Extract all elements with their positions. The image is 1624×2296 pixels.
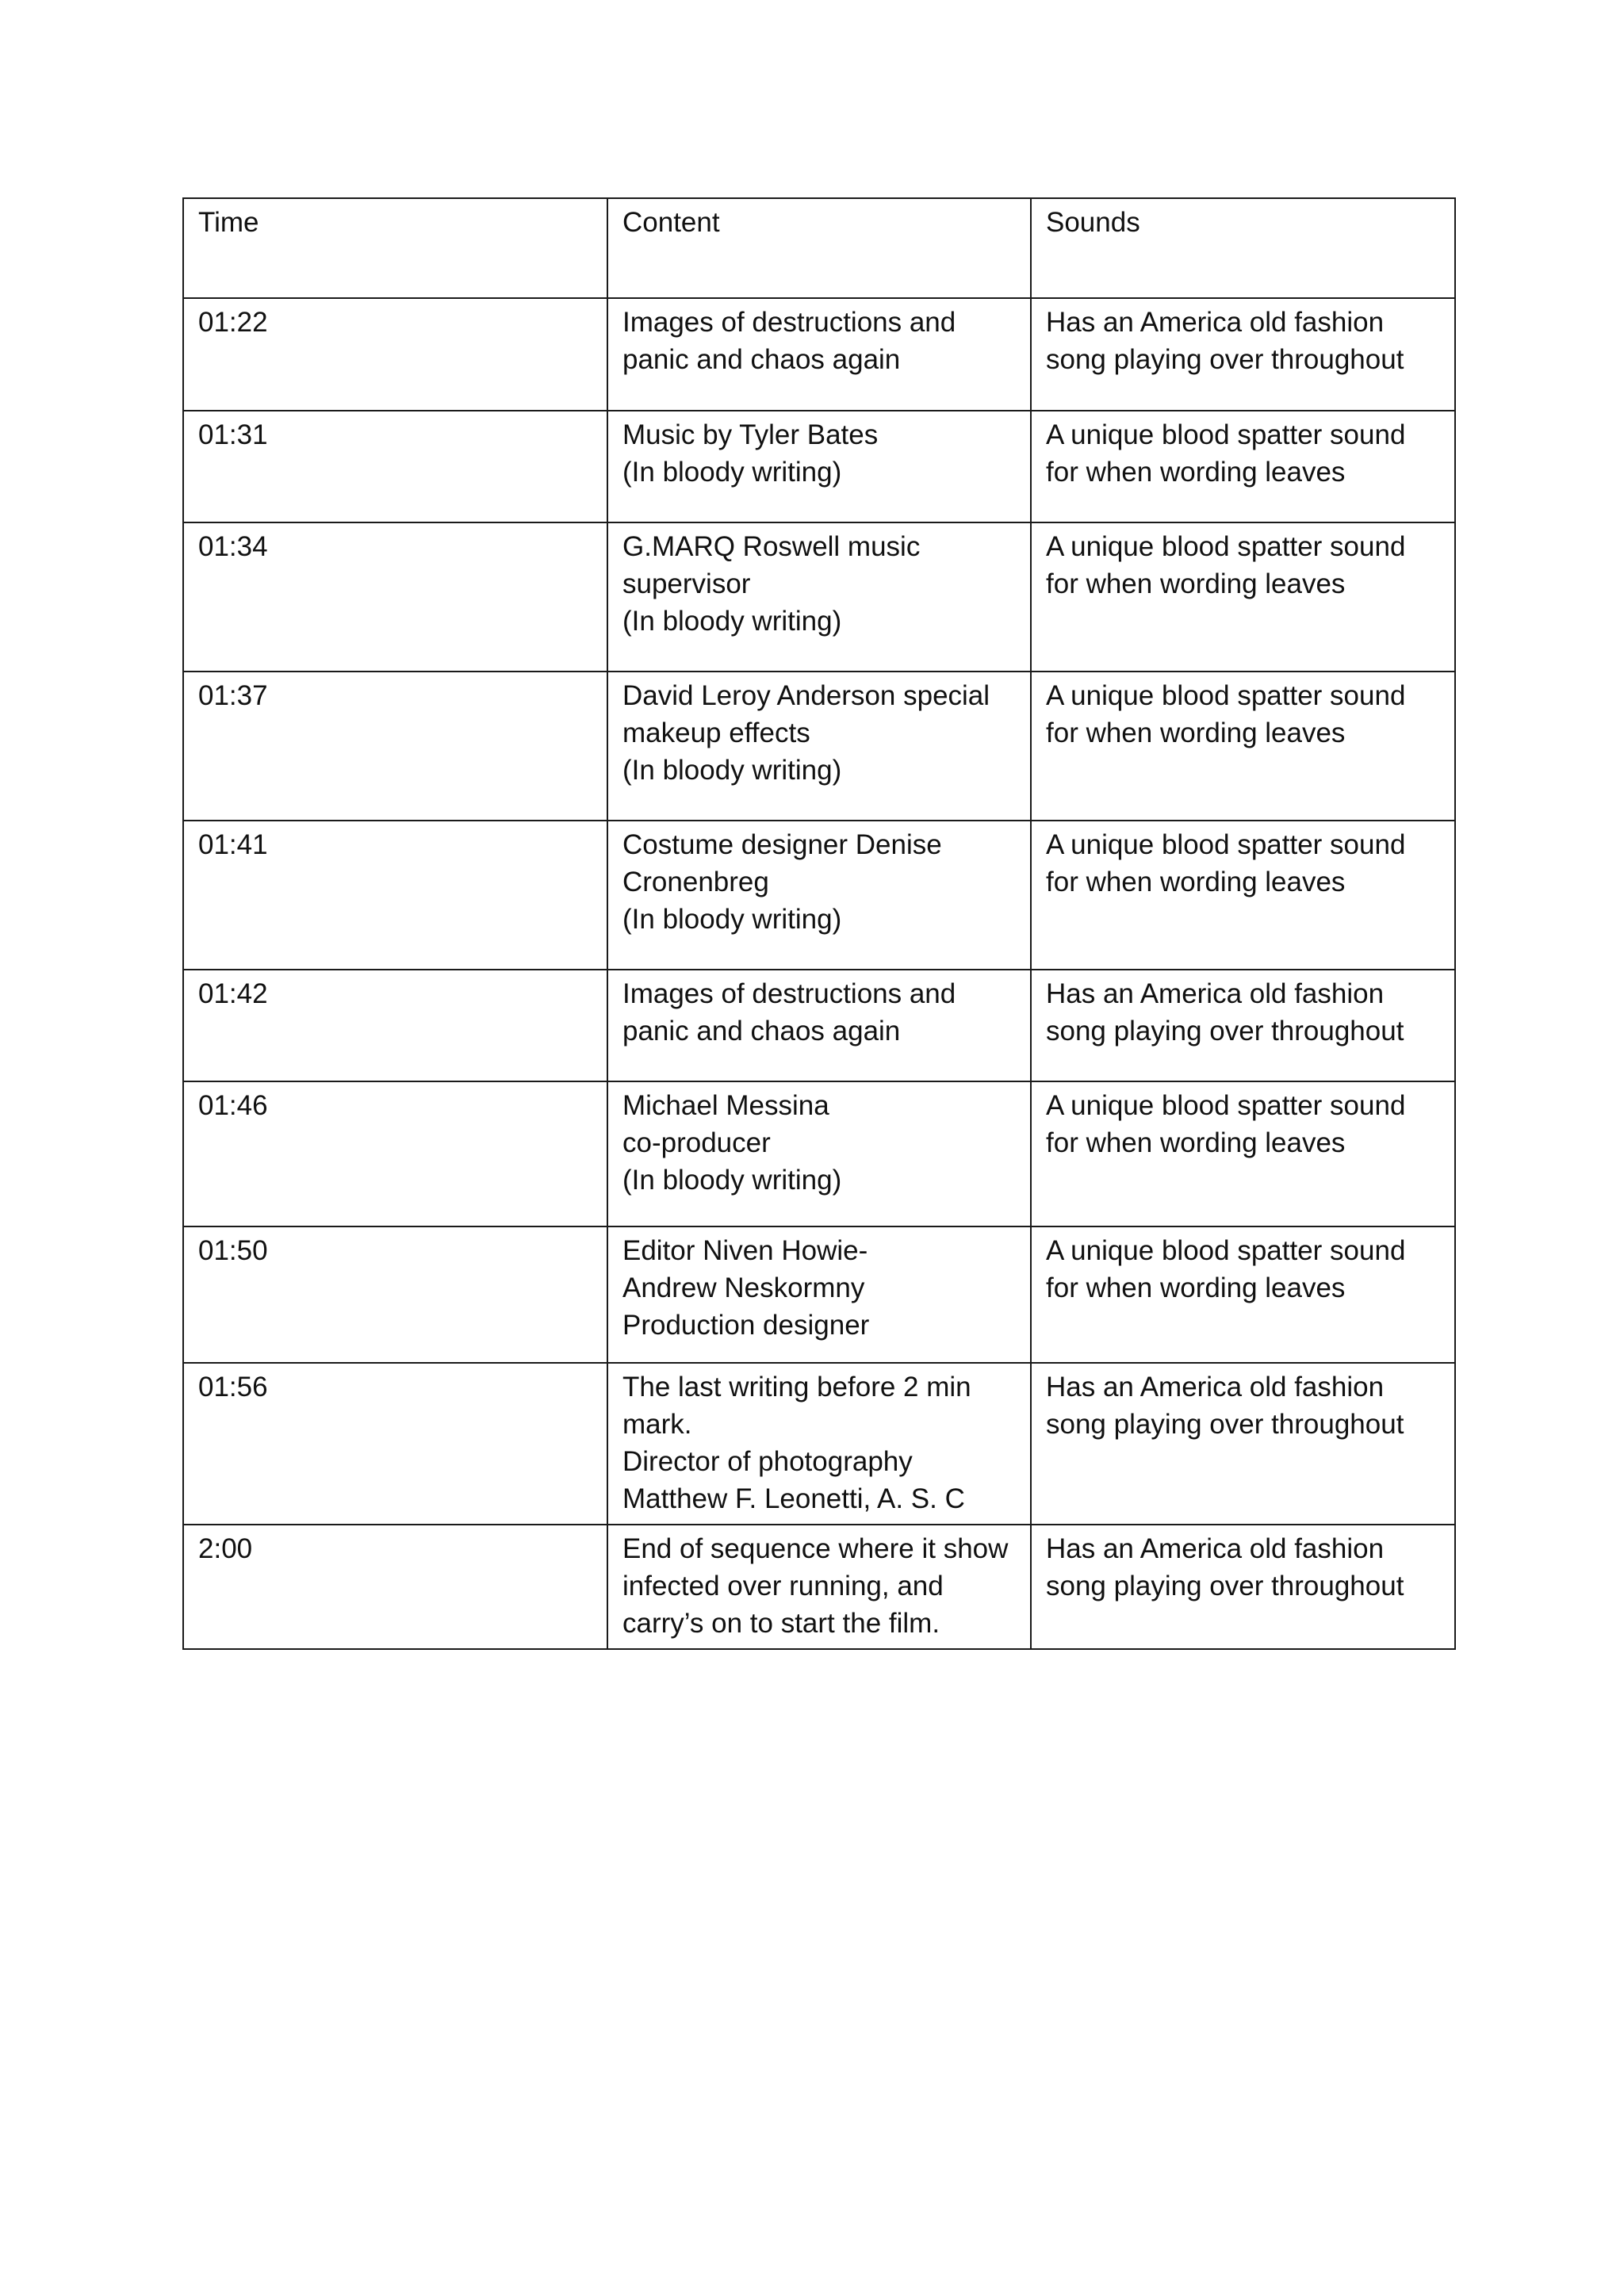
table-row: [183, 298, 1455, 411]
time-cell: 2:00: [183, 1525, 607, 1649]
content-cell: End of sequence where it show infected over running, and carry’s on to start the film.: [607, 1525, 1031, 1649]
table-row: [183, 970, 1455, 1081]
content-cell: G.MARQ Roswell music supervisor (In bloody writing): [607, 522, 1031, 672]
table-row: [183, 411, 1455, 522]
content-cell: The last writing before 2 min mark. Director of photography Matthew F. Leonetti, A. S. C: [607, 1363, 1031, 1525]
time-cell: 01:56: [183, 1363, 607, 1525]
sounds-cell: A unique blood spatter sound for when wording leaves: [1031, 522, 1455, 672]
time-cell: 01:50: [183, 1226, 607, 1363]
sounds-cell: A unique blood spatter sound for when wording leaves: [1031, 821, 1455, 970]
content-cell: Images of destructions and panic and chaos again: [607, 298, 1031, 411]
time-cell: 01:22: [183, 298, 607, 411]
sounds-cell: A unique blood spatter sound for when wording leaves: [1031, 411, 1455, 522]
content-cell: Images of destructions and panic and chaos again: [607, 970, 1031, 1081]
content-cell: David Leroy Anderson special makeup effects (In bloody writing): [607, 672, 1031, 821]
content-cell: Costume designer Denise Cronenbreg (In bloody writing): [607, 821, 1031, 970]
header-sounds: Sounds: [1031, 198, 1455, 298]
header-row: [183, 198, 1455, 298]
time-cell: 01:46: [183, 1081, 607, 1226]
time-cell: 01:37: [183, 672, 607, 821]
content-cell: Michael Messina co-producer (In bloody writing): [607, 1081, 1031, 1226]
sounds-cell: Has an America old fashion song playing over throughout: [1031, 970, 1455, 1081]
sequence-table: [182, 197, 1456, 1650]
time-cell: 01:42: [183, 970, 607, 1081]
table-row: [183, 821, 1455, 970]
table-row: [183, 1226, 1455, 1363]
header-content: Content: [607, 198, 1031, 298]
table-row: [183, 672, 1455, 821]
table-row: [183, 1363, 1455, 1525]
header-time: Time: [183, 198, 607, 298]
sounds-cell: Has an America old fashion song playing over throughout: [1031, 298, 1455, 411]
table-row: [183, 1081, 1455, 1226]
sounds-cell: Has an America old fashion song playing over throughout: [1031, 1525, 1455, 1649]
table-row: [183, 522, 1455, 672]
time-cell: 01:34: [183, 522, 607, 672]
sounds-cell: A unique blood spatter sound for when wording leaves: [1031, 672, 1455, 821]
sounds-cell: A unique blood spatter sound for when wording leaves: [1031, 1226, 1455, 1363]
content-cell: Music by Tyler Bates (In bloody writing): [607, 411, 1031, 522]
sounds-cell: A unique blood spatter sound for when wording leaves: [1031, 1081, 1455, 1226]
table-row: [183, 1525, 1455, 1649]
time-cell: 01:31: [183, 411, 607, 522]
sounds-cell: Has an America old fashion song playing over throughout: [1031, 1363, 1455, 1525]
content-cell: Editor Niven Howie- Andrew Neskormny Production designer: [607, 1226, 1031, 1363]
time-cell: 01:41: [183, 821, 607, 970]
